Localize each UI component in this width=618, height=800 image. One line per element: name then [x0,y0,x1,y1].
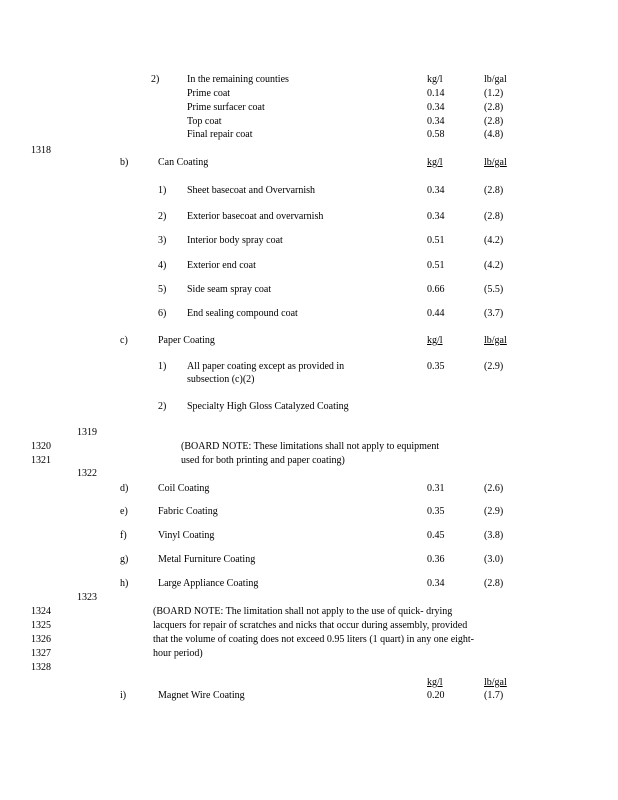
item-lb: (4.2) [484,260,504,271]
item-lb: (3.7) [484,308,504,319]
section-letter: d) [120,483,129,494]
item-lb: (2.6) [484,483,504,494]
line-number: 1322 [77,468,97,479]
section-title: Vinyl Coating [158,530,215,541]
item-number: 6) [158,308,167,319]
item-kg: 0.34 [427,185,445,196]
section-title: Coil Coating [158,483,210,494]
section-letter: e) [120,506,128,517]
line-number: 1318 [31,145,51,156]
unit-lb: lb/gal [484,74,507,85]
item-number: 2) [151,74,160,85]
line-number: 1319 [77,427,97,438]
item-label: Interior body spray coat [187,235,283,246]
item-label-cont: subsection (c)(2) [187,374,255,385]
item-kg: 0.36 [427,554,445,565]
row-label: Final repair coat [187,129,253,140]
line-number: 1321 [31,455,51,466]
section-title: Fabric Coating [158,506,218,517]
row-kg: 0.34 [427,116,445,127]
item-number: 3) [158,235,167,246]
item-kg: 0.35 [427,361,445,372]
row-lb: (2.8) [484,116,504,127]
item-number: 4) [158,260,167,271]
section-letter: b) [120,157,129,168]
board-note: hour period) [153,648,203,659]
item-label: Side seam spray coat [187,284,272,295]
row-label: Prime coat [187,88,231,99]
item-number: 1) [158,361,167,372]
item-number: 5) [158,284,167,295]
line-number: 1324 [31,606,51,617]
unit-kg: kg/l [427,157,443,168]
item-kg: 0.51 [427,260,445,271]
board-note: that the volume of coating does not exceed 0.95 liters (1 quart) in any one eight- [153,634,475,645]
section-title: Magnet Wire Coating [158,690,245,701]
board-note: (BOARD NOTE: The limitation shall not apply to the use of quick- drying [153,606,453,617]
item-label: End sealing compound coat [187,308,298,319]
row-lb: (2.8) [484,102,504,113]
line-number: 1326 [31,634,51,645]
item-kg: 0.66 [427,284,445,295]
unit-kg: kg/l [427,335,443,346]
row-kg: 0.14 [427,88,445,99]
item-kg: 0.35 [427,506,445,517]
item-label: Specialty High Gloss Catalyzed Coating [187,401,349,412]
line-number: 1328 [31,662,51,673]
section-title: Metal Furniture Coating [158,554,256,565]
item-lb: (1.7) [484,690,504,701]
item-lb: (5.5) [484,284,504,295]
item-number: 1) [158,185,167,196]
item-number: 2) [158,211,167,222]
line-number: 1327 [31,648,51,659]
section-letter: g) [120,554,129,565]
unit-kg: kg/l [427,677,443,688]
unit-lb: lb/gal [484,677,507,688]
section-letter: c) [120,335,128,346]
section-letter: i) [120,690,127,701]
section-letter: f) [120,530,127,541]
item-kg: 0.51 [427,235,445,246]
item-label: Sheet basecoat and Overvarnish [187,185,316,196]
item-lb: (4.2) [484,235,504,246]
subsection-title: In the remaining counties [187,74,289,85]
row-label: Prime surfacer coat [187,102,265,113]
item-kg: 0.31 [427,483,445,494]
item-lb: (3.0) [484,554,504,565]
row-lb: (1.2) [484,88,504,99]
item-kg: 0.45 [427,530,445,541]
item-lb: (2.8) [484,578,504,589]
row-label: Top coat [187,116,222,127]
section-title: Paper Coating [158,335,215,346]
item-lb: (2.9) [484,506,504,517]
item-lb: (2.9) [484,361,504,372]
item-kg: 0.44 [427,308,445,319]
board-note: lacquers for repair of scratches and nicks that occur during assembly, provided [153,620,468,631]
item-lb: (2.8) [484,185,504,196]
board-note: used for both printing and paper coating) [181,455,345,466]
unit-kg: kg/l [427,74,443,85]
item-kg: 0.34 [427,211,445,222]
item-label: Exterior basecoat and overvarnish [187,211,324,222]
item-lb: (3.8) [484,530,504,541]
item-label: All paper coating except as provided in [187,361,345,372]
item-number: 2) [158,401,167,412]
row-kg: 0.58 [427,129,445,140]
row-kg: 0.34 [427,102,445,113]
section-title: Large Appliance Coating [158,578,259,589]
row-lb: (4.8) [484,129,504,140]
line-number: 1325 [31,620,51,631]
unit-lb: lb/gal [484,335,507,346]
item-lb: (2.8) [484,211,504,222]
line-number: 1323 [77,592,97,603]
item-kg: 0.20 [427,690,445,701]
section-letter: h) [120,578,129,589]
section-title: Can Coating [158,157,209,168]
board-note: (BOARD NOTE: These limitations shall not apply to equipment [181,441,440,452]
item-label: Exterior end coat [187,260,256,271]
item-kg: 0.34 [427,578,445,589]
line-number: 1320 [31,441,51,452]
unit-lb: lb/gal [484,157,507,168]
